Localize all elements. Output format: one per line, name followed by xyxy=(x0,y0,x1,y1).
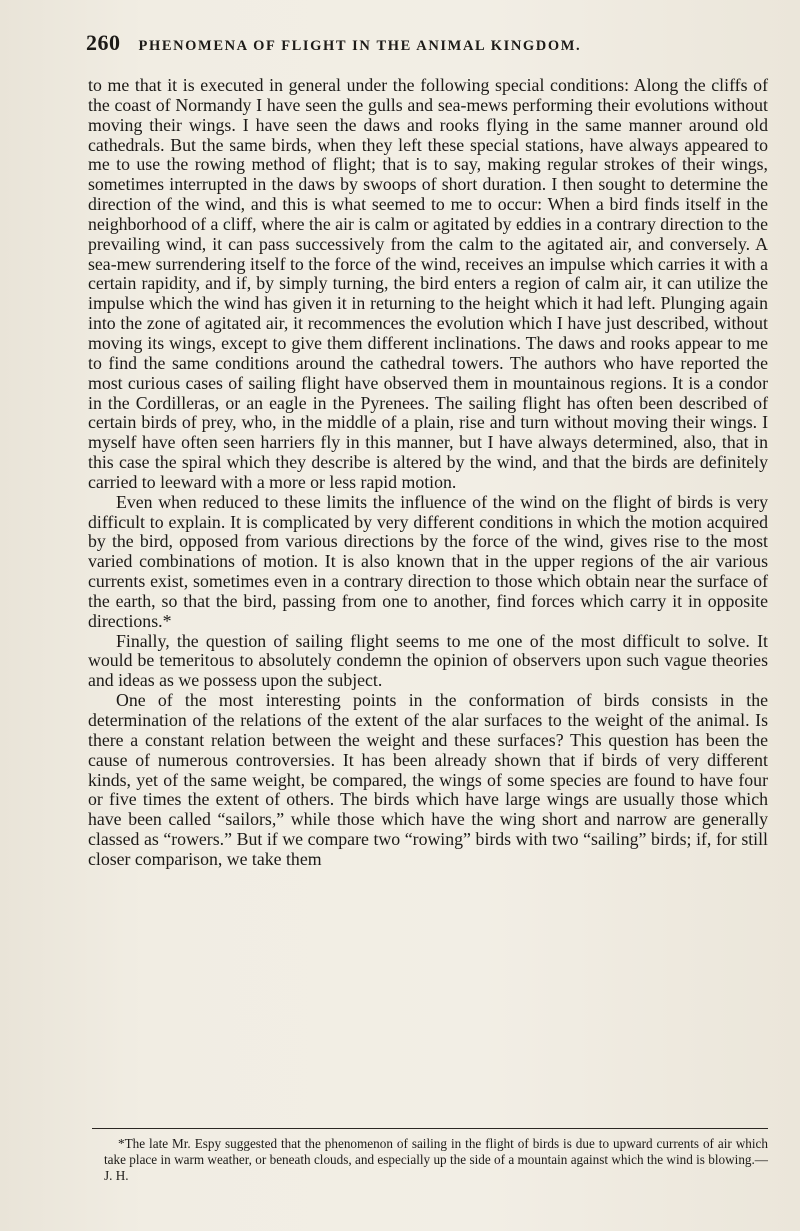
paragraph-wind-influence: Even when reduced to these limits the influence of the wind on the flight of birds is very difficult to explain. It is complicated by very different conditions in which the motion acquired by the bird, opposed from various directions by the force of the wind, gives rise to the most varied combinations of motion. It is also known that in the upper regions of the air various currents exist, sometimes even in a contrary direction to those which obtain near the surface of the earth, so that the bird, passing from one to another, find forces which carry it in opposite directions.* xyxy=(88,491,768,631)
running-head: PHENOMENA OF FLIGHT IN THE ANIMAL KINGDOM. xyxy=(138,38,582,54)
paragraph-alar-surfaces: One of the most interesting points in the conformation of birds consists in the determination of the relations of the extent of the alar surfaces to the weight of the animal. Is there a constant relation between the weight and these surfaces? This question has been the cause of numerous controversies. It has been already shown that if birds of very different kinds, yet of the same weight, be compared, the wings of some species are found to have four or five times the extent of others. The birds which have large wings are usually those which have been called “sailors,” while those which have the wing short and narrow are generally classed as “rowers.” But if we compare two “rowing” birds with two “sailing” birds; if, for still closer comparison, we take them xyxy=(88,690,768,869)
page-header xyxy=(86,30,776,60)
footnote-divider xyxy=(92,1128,768,1129)
paragraph-sailing-flight-question: Finally, the question of sailing flight seems to me one of the most difficult to solve. It would be temeritous to absolutely condemn the opinion of observers upon such vague theories and ideas as we possess upon the subject. xyxy=(88,630,768,691)
footnote: *The late Mr. Espy suggested that the phenomenon of sailing in the flight of birds is due to upward currents of air which take place in warm weather, or beneath clouds, and especially up the side of a mountain against which the wind is blowing.—J. H. xyxy=(104,1136,768,1183)
body-text xyxy=(88,76,768,870)
page-number: 260 xyxy=(86,30,121,55)
paragraph-continued: to me that it is executed in general under the following special conditions: Along the cliffs of the coast of Normandy I have seen the gulls and sea-mews performing their evolutions without moving their wings. I have seen the daws and rooks flying in the same manner around old cathedrals. But the same birds, when they left these special stations, have always appeared to me to use the rowing method of flight; that is to say, making regular strokes of their wings, sometimes interrupted in the daws by swoops of short duration. I then sought to determine the direction of the wind, and this is what seemed to me to occur: When a bird finds itself in the neighborhood of a cliff, where the air is calm or agitated by eddies in a contrary direction to the prevailing wind, it can pass successively from the calm to the agitated air, and conversely. A sea-mew surrendering itself to the force of the wind, receives an impulse which carries it with a certain rapidity, and if, by simply turning, the bird enters a region of calm air, it can utilize the impulse which the wind has given it in returning to the height which it had left. Plunging again into the zone of agitated air, it recommences the evolution which I have just described, without moving its wings, except to give them different inclinations. The daws and rooks appear to me to find the same conditions around the cathedral towers. The authors who have reported the most curious cases of sailing flight have observed them in mountainous regions. It is a condor in the Cordilleras, or an eagle in the Pyrenees. The sailing flight has often been described of certain birds of prey, who, in the middle of a plain, rise and turn without moving their wings. I myself have often seen harriers fly in this manner, but I have always determined, also, that in this case the spiral which they describe is altered by the wind, and that the birds are definitely carried to leeward with a more or less rapid motion. xyxy=(88,75,768,492)
